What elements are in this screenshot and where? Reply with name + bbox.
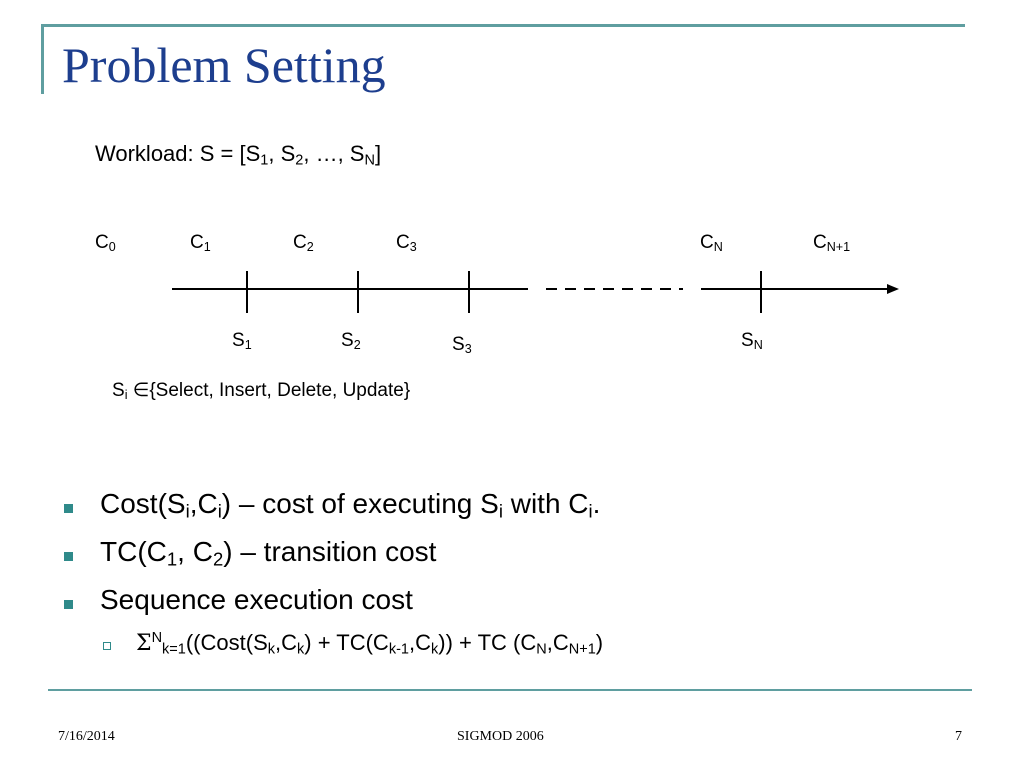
- footer-date: 7/16/2014: [58, 729, 115, 744]
- hollow-square-bullet-icon: [103, 642, 111, 650]
- workload-definition: Workload: $S = [S_1$, $S_2$, …, $S_N$]: [95, 141, 382, 169]
- config-label-n-plus-1: $C_{N+1}$: [813, 232, 851, 255]
- statement-domain: $S_i$ ∈{Select, Insert, Delete, Update}: [112, 380, 411, 403]
- statement-label-1: $S_1$: [232, 330, 252, 353]
- square-bullet-icon: [64, 552, 73, 561]
- slide-title: Problem Setting: [62, 37, 386, 93]
- footer-conference: SIGMOD 2006: [457, 729, 544, 744]
- footer-divider: [48, 689, 972, 691]
- config-label-n: $C_N$: [700, 232, 723, 255]
- config-label-2: $C_2$: [293, 232, 314, 255]
- timeline-arrowhead: [887, 284, 899, 294]
- square-bullet-icon: [64, 504, 73, 513]
- statement-label-n: $S_N$: [741, 330, 763, 353]
- config-label-1: $C_1$: [190, 232, 211, 255]
- statement-label-3: $S_3$: [452, 334, 472, 357]
- footer-page-number: 7: [955, 729, 962, 744]
- square-bullet-icon: [64, 600, 73, 609]
- statement-label-2: $S_2$: [341, 330, 361, 353]
- config-label-0: $C_0$: [95, 232, 116, 255]
- config-label-3: $C_3$: [396, 232, 417, 255]
